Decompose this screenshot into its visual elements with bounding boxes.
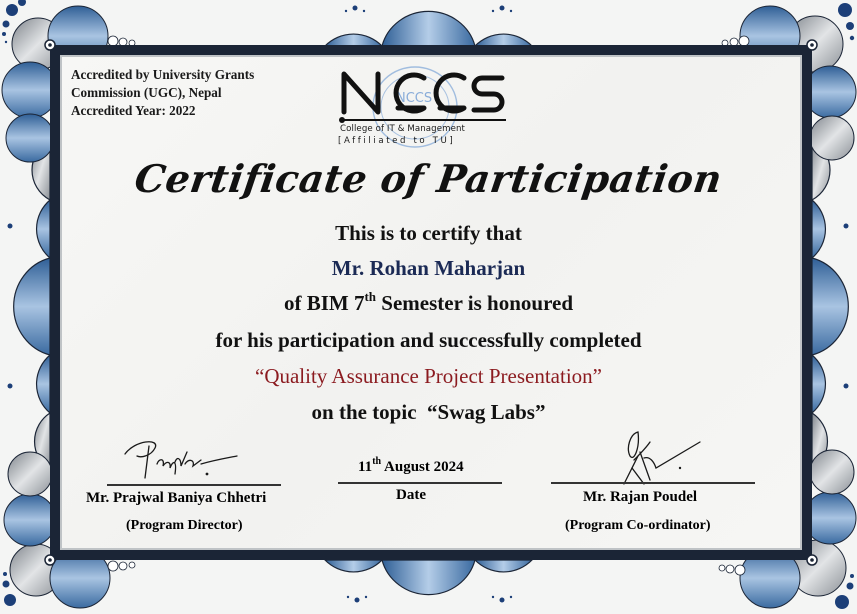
topic-prefix: on the topic (311, 400, 428, 424)
date-label: Date (396, 487, 426, 503)
accreditation-note (71, 66, 254, 120)
program-coordinator-name: Mr. Rajan Poudel (583, 489, 698, 505)
accreditation-line-2: Commission (UGC), Nepal (71, 85, 222, 100)
date-day: 11 (358, 459, 373, 475)
signature-line-right (551, 482, 755, 484)
accreditation-line-1: Accredited by University Grants (71, 67, 255, 82)
program-prefix: of BIM 7 (283, 291, 365, 315)
logo-subtitle: College of IT & Management (340, 124, 465, 134)
logo-affiliation: [Affiliated to TU] (338, 136, 456, 146)
event-title: “Quality Assurance Project Presentation” (255, 364, 602, 388)
topic-name: “Swag Labs” (427, 400, 546, 424)
program-suffix: Semester is honoured (376, 291, 574, 315)
nccs-wordmark-icon (338, 64, 508, 124)
topic-line (0, 400, 857, 425)
accreditation-line-3: Accredited Year: 2022 (71, 103, 196, 118)
recipient-name: Mr. Rohan Maharjan (331, 256, 526, 280)
issue-date (358, 456, 464, 476)
program-coordinator-role: (Program Co-ordinator) (565, 518, 711, 533)
signature-line-left (107, 484, 281, 486)
program-line (0, 291, 857, 316)
date-rest: August 2024 (381, 459, 464, 475)
program-ordinal: th (364, 289, 377, 304)
signature-rajan-icon (610, 428, 720, 498)
date-line (338, 482, 502, 484)
certificate-title: Certificate of Participation (131, 156, 726, 201)
date-ordinal: th (372, 456, 382, 467)
program-director-role: (Program Director) (126, 518, 243, 533)
svg-text:NCCS: NCCS (396, 91, 433, 106)
achievement-text: for his participation and successfully completed (215, 328, 642, 352)
program-director-name: Mr. Prajwal Baniya Chhetri (86, 490, 267, 506)
signature-prajwal-icon (115, 436, 245, 486)
intro-text: This is to certify that (335, 221, 522, 245)
college-logo (330, 62, 520, 157)
